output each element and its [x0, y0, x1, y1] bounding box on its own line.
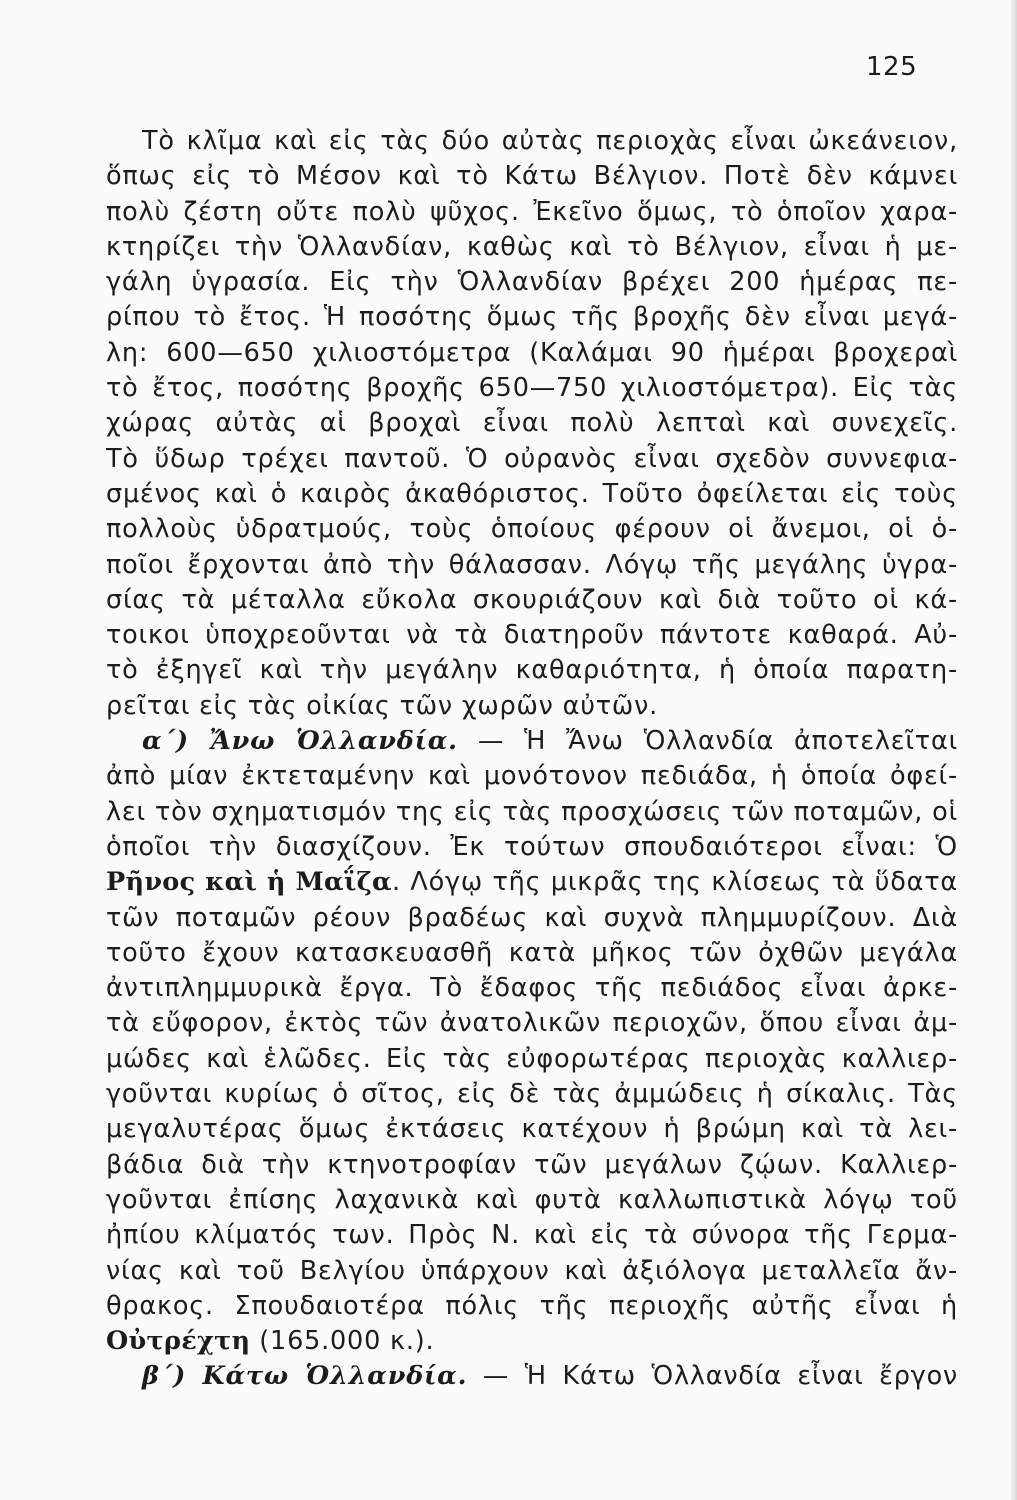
text-line: θρακος. Σπουδαιοτέρα πόλις τῆς περιοχῆς αὐτῆς εἶναι ἡ — [106, 1290, 958, 1321]
text-line: τοῦτο ἔχουν κατασκευασθῆ κατὰ μῆκος τῶν ὀχθῶν μεγάλα — [106, 937, 958, 968]
section-a-lines-after — [106, 901, 958, 1325]
text-line: ὁποῖοι τὴν διασχίζουν. Ἐκ τούτων σπουδαιότεροι εἶναι: Ὁ — [106, 831, 958, 862]
text-line: σμένος καὶ ὁ καιρὸς ἀκαθόριστος. Τοῦτο ὀφείλεται εἰς τοὺς — [106, 478, 958, 509]
section-a-city-line — [106, 1324, 958, 1359]
text-line: βάδια διὰ τὴν κτηνοτροφίαν τῶν μεγάλων ζῴων. Καλλιερ- — [106, 1149, 958, 1180]
page-number: 125 — [866, 52, 918, 82]
text-line: ἀπὸ μίαν ἐκτεταμένην καὶ μονότονον πεδιάδα, ἡ ὁποία ὀφεί- — [106, 761, 958, 792]
text-line: λη: 600—650 χιλιοστόμετρα (Καλάμαι 90 ἡμέραι βροχεραὶ — [106, 337, 958, 368]
section-a-heading-line — [106, 724, 958, 759]
paragraph-climate — [106, 124, 958, 724]
text-line: γοῦνται ἐπίσης λαχανικὰ καὶ φυτὰ καλλωπιστικὰ λόγῳ τοῦ — [106, 1184, 958, 1215]
text-line: νίας καὶ τοῦ Βελγίου ὑπάρχουν καὶ ἀξιόλογα μεταλλεῖα ἄν- — [106, 1255, 958, 1286]
text-line: ποῖοι ἔρχονται ἀπὸ τὴν θάλασσαν. Λόγῳ τῆς μεγάλης ὑγρα- — [106, 549, 958, 580]
text-line: ὅπως εἰς τὸ Μέσον καὶ τὸ Κάτω Βέλγιον. Ποτὲ δὲν κάμνει — [106, 161, 958, 192]
text-line: λει τὸν σχηματισμόν της εἰς τὰς προσχώσεις τῶν ποταμῶν, οἱ — [106, 796, 958, 827]
text-line: ἀντιπλημμυρικὰ ἔργα. Τὸ ἔδαφος τῆς πεδιάδος εἶναι ἀρκε- — [106, 973, 958, 1004]
section-a-heading: α΄) Ἄνω Ὁλλανδία. — [142, 726, 458, 757]
section-b-heading-rest: — Ἡ Κάτω Ὁλλανδία εἶναι ἔργον — [482, 1361, 959, 1392]
text-line: κτηρίζει τὴν Ὁλλανδίαν, καθὼς καὶ τὸ Βέλγιον, εἶναι ἡ με- — [106, 231, 958, 262]
section-b-heading-line — [106, 1359, 958, 1394]
text-line: ἠπίου κλίματός των. Πρὸς Ν. καὶ εἰς τὰ σύνορα τῆς Γερμα- — [106, 1220, 958, 1251]
text-line: μεγαλυτέρας ὅμως ἐκτάσεις κατέχουν ἡ βρώμη καὶ τὰ λει- — [106, 1114, 958, 1145]
text-line: ρίπου τὸ ἔτος. Ἡ ποσότης ὅμως τῆς βροχῆς δὲν εἶναι μεγά- — [106, 302, 958, 333]
section-a-lines — [106, 759, 958, 865]
rivers-rest: . Λόγῳ τῆς μικρᾶς της κλίσεως τὰ ὕδατα — [391, 867, 958, 898]
text-line: ρεῖται εἰς τὰς οἰκίας τῶν χωρῶν αὐτῶν. — [106, 690, 659, 721]
text-line: σίας τὰ μέταλλα εὔκολα σκουριάζουν καὶ διὰ τοῦτο οἱ κά- — [106, 584, 958, 615]
text-line: Τὸ κλῖμα καὶ εἰς τὰς δύο αὐτὰς περιοχὰς εἶναι ὠκεάνειον, — [142, 126, 958, 156]
text-line: γάλη ὑγρασία. Εἰς τὴν Ὁλλανδίαν βρέχει 200 ἡμέρας πε- — [106, 267, 958, 298]
rivers-names: Ρῆνος καὶ ἡ Μαΐζα — [106, 867, 392, 898]
text-line: τὸ ἐξηγεῖ καὶ τὴν μεγάλην καθαριότητα, ἡ ὁποία παρατη- — [106, 655, 958, 686]
text-line: τοικοι ὑποχρεοῦνται νὰ τὰ διατηροῦν πάντοτε καθαρά. Αὐ- — [106, 620, 958, 651]
text-line: γοῦνται κυρίως ὁ σῖτος, εἰς δὲ τὰς ἀμμώδεις ἡ σίκαλις. Τὰς — [106, 1079, 958, 1110]
text-line: χώρας αὐτὰς αἱ βροχαὶ εἶναι πολὺ λεπταὶ καὶ συνεχεῖς. — [106, 408, 958, 439]
text-line: τὰ εὔφορον, ἐκτὸς τῶν ἀνατολικῶν περιοχῶν, ὅπου εἶναι ἀμ- — [106, 1008, 958, 1039]
page-edge-shadow — [1011, 0, 1017, 1500]
section-b-heading: β΄) Κάτω Ὁλλανδία. — [142, 1361, 468, 1392]
body-text — [106, 124, 958, 1395]
city-population: (165.000 κ.). — [250, 1326, 435, 1357]
text-line: τῶν ποταμῶν ρέουν βραδέως καὶ συχνὰ πλημμυρίζουν. Διὰ — [106, 902, 958, 933]
text-line: τὸ ἔτος, ποσότης βροχῆς 650—750 χιλιοστόμετρα). Εἰς τὰς — [106, 373, 958, 404]
text-line: πολὺ ζέστη οὔτε πολὺ ψῦχος. Ἐκεῖνο ὅμως, τὸ ὁποῖον χαρα- — [106, 196, 958, 227]
city-name: Οὐτρέχτη — [106, 1326, 251, 1357]
text-line: Τὸ ὕδωρ τρέχει παντοῦ. Ὁ οὐρανὸς εἶναι σχεδὸν συννεφια- — [106, 443, 958, 474]
text-line: μώδες καὶ ἑλῶδες. Εἰς τὰς εὐφορωτέρας περιοχὰς καλλιερ- — [106, 1043, 958, 1074]
section-a-heading-rest: — Ἡ Ἄνω Ὁλλανδία ἀποτελεῖται — [477, 726, 958, 757]
section-a-rivers-line — [106, 865, 958, 900]
text-line: πολλοὺς ὑδρατμούς, τοὺς ὁποίους φέρουν οἱ ἄνεμοι, οἱ ὁ- — [106, 514, 958, 545]
